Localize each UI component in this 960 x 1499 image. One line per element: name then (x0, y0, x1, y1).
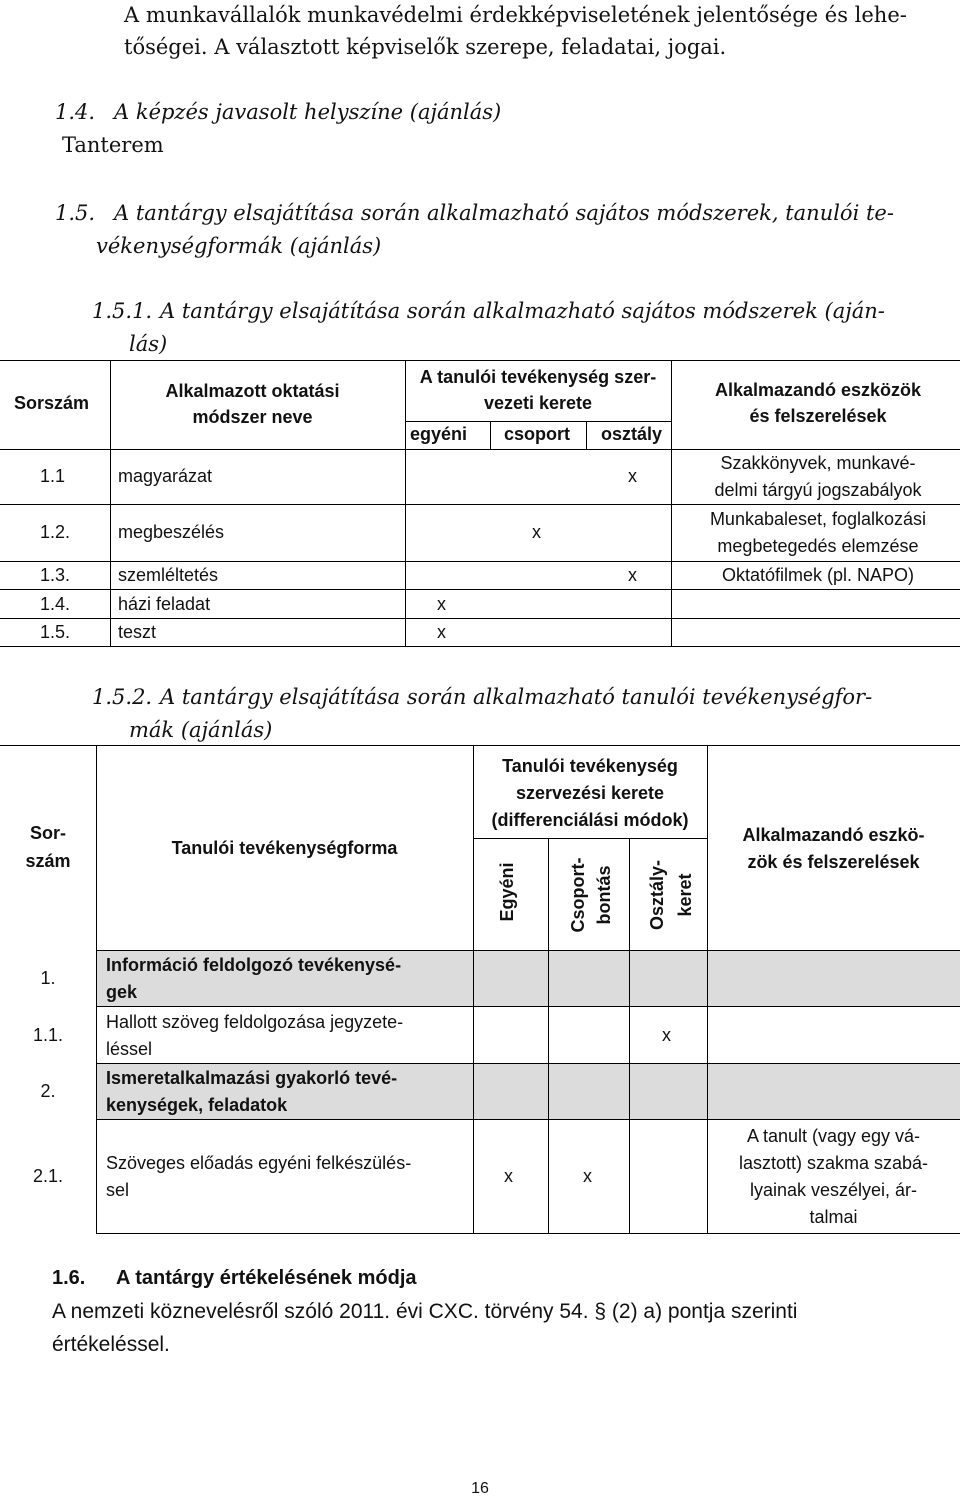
t2-row-4-tools-line2: lasztott) szakma szabá- (738, 1153, 929, 1173)
section-1-6-body-line1: A nemzeti köznevelésről szóló 2011. évi CXC. törvény 54. § (2) a) pontja szerinti (52, 1300, 798, 1323)
t2-header-csoport-line2: bontás (594, 865, 614, 925)
t2-row-3-form-line1: Ismeretalkalmazási gyakorló tevé- (106, 1068, 398, 1088)
t1-header-method-line2: módszer neve (192, 407, 313, 427)
t1-row-2-name: megbeszélés (118, 522, 225, 542)
t1-header-csoport: csoport (504, 424, 571, 444)
t2-header-sorszam-line1: Sor- (30, 823, 66, 843)
t1-row-1-name: magyarázat (118, 466, 213, 486)
t1-row-5-num: 1.5. (40, 622, 71, 642)
t2-header-frame-line3: (differenciálási módok) (491, 810, 689, 830)
t1-header-tools-line2: és felszerelések (749, 406, 887, 426)
t2-header-tools-line1: Alkalmazandó eszkö- (742, 825, 925, 845)
t1-row-4-mark-egyeni: x (437, 594, 446, 614)
section-1-5-1-title-line2: lás) (129, 332, 168, 356)
t2-row-1-num: 1. (40, 968, 56, 988)
t2-row-2-form-line2: léssel (106, 1039, 153, 1059)
t2-row-4-mark-egyeni: x (504, 1166, 513, 1186)
section-1-6-body-line2: értékeléssel. (52, 1333, 170, 1356)
t2-header-frame-line1: Tanulói tevékenység (502, 756, 678, 776)
t1-row-3-name: szemléltetés (118, 565, 219, 585)
t2-row-1-form-line2: gek (106, 982, 138, 1002)
t1-header-frame-line2: vezeti kerete (483, 393, 593, 413)
t1-row-5-name: teszt (118, 622, 157, 642)
t1-row-1-tools-line1: Szakkönyvek, munkavé- (720, 453, 916, 473)
t2-header-frame-line2: szervezési kerete (515, 783, 665, 803)
t2-row-2-num: 1.1. (32, 1025, 64, 1045)
t1-row-1-num: 1.1 (40, 466, 66, 486)
t1-header-osztaly: osztály (601, 424, 663, 444)
t1-header-egyeni: egyéni (410, 424, 468, 444)
t2-row-1-form-line1: Információ feldolgozó tevékenysé- (106, 955, 402, 975)
t1-header-method-line1: Alkalmazott oktatási (165, 381, 340, 401)
t1-row-3-mark-osztaly: x (628, 565, 637, 585)
t1-row-2-tools-line2: megbetegedés elemzése (717, 536, 919, 556)
t2-header-sorszam-line2: szám (25, 851, 71, 871)
t2-row-4-tools-line1: A tanult (vagy egy vá- (746, 1126, 921, 1146)
t2-row-3-form-line2: kenységek, feladatok (106, 1095, 288, 1115)
t2-row-4-form-line2: sel (106, 1180, 130, 1200)
t2-row-2-form-line1: Hallott szöveg feldolgozása jegyzete- (106, 1012, 404, 1032)
t2-row-3-num: 2. (40, 1081, 56, 1101)
t2-row-4-mark-csoport: x (583, 1166, 592, 1186)
t1-row-3-num: 1.3. (40, 565, 71, 585)
t2-row-4-tools-line3: lyainak veszélyei, ár- (749, 1180, 918, 1200)
section-1-5-title-line1: A tantárgy elsajátítása során alkalmazható sajátos módszerek, tanulói te- (114, 201, 894, 225)
intro-line-1: A munkavállalók munkavédelmi érdekképviseletének jelentősége és lehe- (124, 3, 907, 27)
page-number: 16 (471, 1480, 489, 1497)
t1-row-2-num: 1.2. (40, 522, 71, 542)
section-1-5-2-title-line1: A tantárgy elsajátítása során alkalmazható tanulói tevékenységfor- (160, 685, 873, 709)
t1-row-2-mark-csoport: x (532, 522, 541, 542)
t1-row-3-tools: Oktatófilmek (pl. NAPO) (721, 565, 915, 585)
t1-row-4-name: házi feladat (118, 594, 211, 614)
t1-row-4-num: 1.4. (40, 594, 71, 614)
t2-header-osztaly-line2: keret (675, 873, 695, 917)
t1-row-2-tools-line1: Munkabaleset, foglalkozási (709, 509, 927, 529)
t2-header-tools-line2: zök és felszerelések (747, 852, 920, 872)
section-1-5-1-number: 1.5.1. (92, 299, 153, 323)
t1-row-1-tools-line2: delmi tárgyú jogszabályok (714, 480, 922, 500)
t2-header-egyeni: Egyéni (497, 862, 517, 922)
t2-header-csoport-line1: Csoport- (568, 857, 588, 933)
t2-row-4-num: 2.1. (32, 1166, 64, 1186)
section-1-5-title-line2: vékenységformák (ajánlás) (96, 234, 382, 258)
section-1-5-number: 1.5. (55, 201, 96, 225)
t2-header-form: Tanulói tevékenységforma (171, 838, 398, 858)
t1-header-frame-line1: A tanulói tevékenység szer- (419, 367, 657, 387)
section-1-6-title: A tantárgy értékelésének módja (116, 1267, 417, 1289)
intro-line-2: tőségei. A választott képviselők szerepe, feladatai, jogai. (124, 35, 727, 59)
t1-row-5-mark-egyeni: x (437, 622, 446, 642)
t2-row-4-tools-line4: talmai (809, 1207, 858, 1227)
section-1-5-2-title-line2: mák (ajánlás) (129, 718, 273, 742)
section-1-6-number: 1.6. (52, 1267, 86, 1289)
t2-header-osztaly-line1: Osztály- (647, 859, 667, 931)
section-1-5-2-number: 1.5.2. (92, 685, 153, 709)
section-1-4-value: Tanterem (62, 133, 164, 157)
section-1-5-1-title-line1: A tantárgy elsajátítása során alkalmazható sajátos módszerek (aján- (160, 299, 885, 323)
t2-row-4-form-line1: Szöveges előadás egyéni felkészülés- (106, 1153, 412, 1173)
t1-header-tools-line1: Alkalmazandó eszközök (714, 380, 922, 400)
section-1-4-number: 1.4. (55, 100, 96, 124)
t1-row-1-mark-osztaly: x (628, 466, 637, 486)
section-1-4-title: A képzés javasolt helyszíne (ajánlás) (114, 100, 502, 124)
t2-row-2-mark-osztaly: x (662, 1025, 671, 1045)
t1-header-sorszam: Sorszám (14, 393, 90, 413)
